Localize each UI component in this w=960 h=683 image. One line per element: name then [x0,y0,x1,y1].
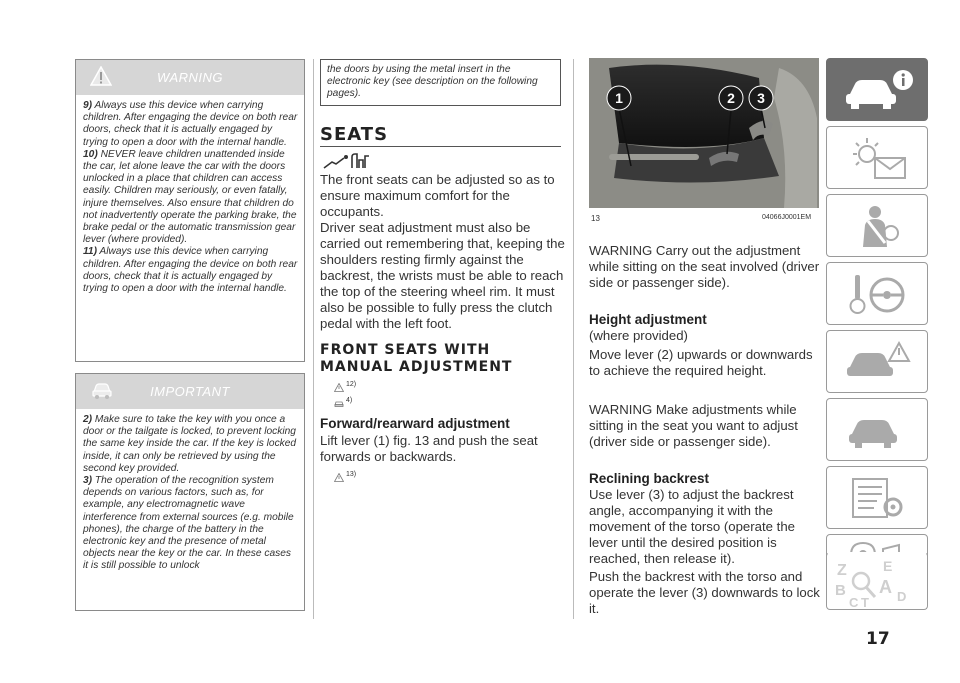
tab-technical-data[interactable] [826,466,928,529]
column-divider [313,59,314,619]
key-steering-wheel-icon [849,271,907,322]
svg-text:C: C [849,595,859,609]
warning-ref-number: 13) [346,471,357,478]
tab-emergency[interactable] [826,330,928,393]
forward-adjust-heading: Forward/rearward adjustment [320,416,510,431]
tab-starting-driving[interactable] [826,262,928,325]
svg-text:B: B [835,582,846,599]
seat-lever-photo [589,58,819,208]
warning-box [75,59,305,362]
column-divider [573,59,574,619]
continued-note-box [320,59,561,106]
reclining-text-1: Use lever (3) to adjust the backrest angle, accompanying it with the movement of the torso (operate the lever until the desired position is reached, then release it). [589,487,795,566]
page-number: 17 [866,629,890,649]
callout-1 [607,86,631,110]
reclining-backrest-heading: Reclining backrest [589,471,710,486]
height-adjust-heading: Height adjustment [589,312,707,327]
figure-code: 04066J0001EM [762,214,812,221]
important-ref-number: 4) [346,397,353,404]
warning-ref-icon [334,469,344,487]
warning-item: 10) NEVER leave children unattended inside the car, let alone leave the car with the doors unlocked in a place that children can access easily. Children may seriously, or even fatally, injure themselves. Also ensure that children do not inadvertently operate the parking brake, the brake pedal or the automatic transmission gear lever (where provided). [83,148,297,246]
spec-list-gear-icon [849,475,907,526]
warning-box-title: WARNING [156,70,224,85]
important-box [75,373,305,611]
height-adjust-subtitle: (where provided) [589,328,688,343]
tab-knowing-vehicle[interactable] [826,58,928,121]
seats-position-text: Driver seat adjustment must also be carried out remembering that, keeping the shoulders resting firmly against the backrest, the wrists must be able to reach the top of the steering wheel rim. It must also be possible to fully press the clutch pedal with the left foot. [320,220,565,331]
section-rule [320,146,561,147]
alphabetical-index-icon [831,555,921,614]
important-item: 3) The operation of the recognition system depends on various factors, such as, for example, any electromagnetic wave interference from external sources (e.g. mobile phones), the charge of the battery in the electronic key and the presence of metal objects near the key or the car. In these cases it is still possible to unlock [83,475,294,572]
figure-number: 13 [591,214,600,223]
height-adjust-text: Move lever (2) upwards or downwards to achieve the required height. [589,347,813,378]
svg-text:A: A [879,577,892,597]
svg-text:Z: Z [837,562,847,579]
important-box-body [76,409,304,579]
car-warning-icon [845,339,911,390]
sun-envelope-icon [847,136,909,185]
callout-3 [749,86,773,110]
tab-safety[interactable] [826,194,928,257]
callout-3-label: 3 [757,90,765,106]
warning-adjust-seat: WARNING Make adjustments while sitting in the seat you want to adjust (driver side or passenger side). [589,402,798,449]
seatbelt-passenger-icon [855,203,901,254]
tab-maintenance[interactable] [826,398,928,461]
callout-1-label: 1 [615,90,623,106]
warning-box-body [76,95,304,301]
continued-note-text: the doors by using the metal insert in the electronic key (see description on the following pages). [327,64,538,99]
car-info-icon [843,70,915,115]
warning-item: 9) Always use this device when carrying children. After engaging the device on both rear doors, check that it is actually engaged by trying to open a door with the internal handle. [83,100,298,148]
important-item: 2) Make sure to take the key with you once a door or the tailgate is locked, to prevent locking the same key inside the car. If the key is locked inside, it can only be retrieved by using the second key provided. [83,414,297,474]
important-ref-icon [334,395,344,413]
callout-2-label: 2 [727,90,735,106]
tab-dashboard[interactable] [826,126,928,189]
svg-text:E: E [883,558,893,574]
seats-heading: SEATS [320,124,389,145]
warning-ref-number: 12) [346,381,357,388]
important-box-header [76,374,304,409]
callout-2 [719,86,743,110]
seats-intro: The front seats can be adjusted so as to ensure maximum comfort for the occupants. [320,172,555,219]
forward-adjust-text: Lift lever (1) fig. 13 and push the seat forwards or backwards. [320,433,538,464]
warning-box-header [76,60,304,95]
front-seats-heading: FRONT SEATS WITH MANUAL ADJUSTMENT [320,342,513,375]
important-box-title: IMPORTANT [150,384,230,399]
warning-item: 11) Always use this device when carrying children. After engaging the device on both rear doors, check that it is actually engaged by trying to open a door with the internal handle. [83,246,298,295]
warning-seat-involved: WARNING Carry out the adjustment while sitting on the seat involved (driver side or passenger side). [589,243,820,290]
reclining-text-2: Push the backrest with the torso and operate the lever (3) downwards to lock it. [589,569,820,616]
svg-text:D: D [897,589,907,604]
tab-index[interactable] [826,552,928,610]
svg-text:T: T [861,595,869,609]
car-service-icon [847,408,909,457]
